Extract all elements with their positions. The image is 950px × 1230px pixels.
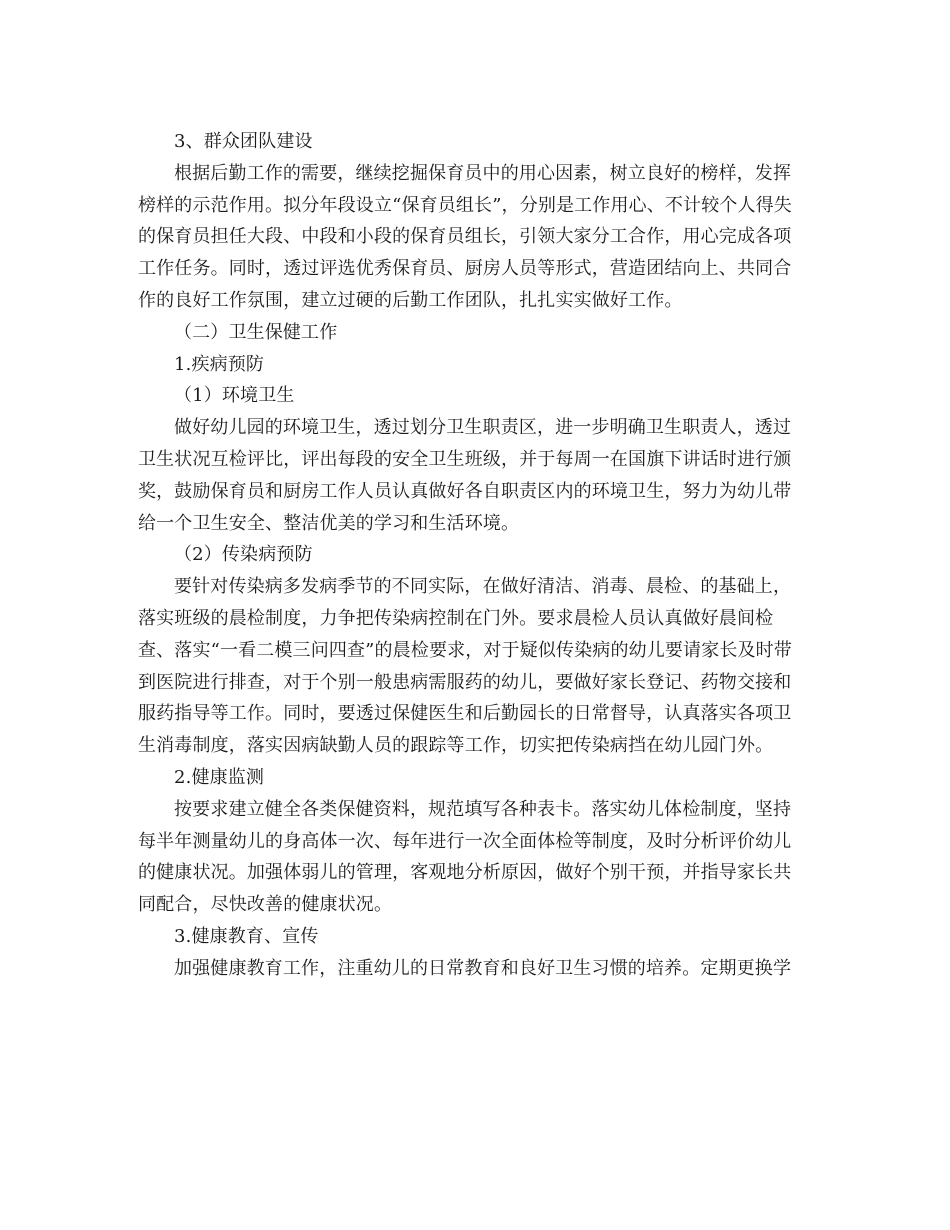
paragraph-line: 根据后勤工作的需要，继续挖掘保育员中的用心因素，树立良好的榜样，发挥: [174, 162, 792, 184]
paragraph-line: 落实班级的晨检制度，力争把传染病控制在门外。要求晨检人员认真做好晨间检: [138, 607, 774, 629]
paragraph-line: 奖，鼓励保育员和厨房工作人员认真做好各自职责区内的环境卫生，努力为幼儿带: [138, 480, 792, 502]
paragraph-line: 卫生状况互检评比，评出每段的安全卫生班级，并于每周一在国旗下讲话时进行颁: [138, 448, 792, 470]
paragraph-line: 每半年测量幼儿的身高体一次、每年进行一次全面体检等制度，及时分析评价幼儿: [138, 830, 792, 852]
subsection-heading: （1）环境卫生: [174, 385, 295, 407]
paragraph-line: 做好幼儿园的环境卫生，透过划分卫生职责区，进一步明确卫生职责人，透过: [174, 417, 792, 439]
paragraph-line: 生消毒制度，落实因病缺勤人员的跟踪等工作，切实把传染病挡在幼儿园门外。: [138, 735, 774, 757]
paragraph-line: 同配合，尽快改善的健康状况。: [138, 894, 393, 916]
paragraph-line: 服药指导等工作。同时，要透过保健医生和后勤园长的日常督导，认真落实各项卫: [138, 703, 792, 725]
paragraph-line: 查、落实“一看二模三问四查”的晨检要求，对于疑似传染病的幼儿要请家长及时带: [138, 639, 792, 661]
subsection-heading: 1.疾病预防: [174, 353, 265, 375]
paragraph-line: 加强健康教育工作，注重幼儿的日常教育和良好卫生习惯的培养。定期更换学: [174, 957, 792, 979]
paragraph-line: 到医院进行排查，对于个别一般患病需服药的幼儿，要做好家长登记、药物交接和: [138, 671, 792, 693]
section-heading: 3、群众团队建设: [174, 131, 313, 152]
paragraph-line: 作的良好工作氛围，建立过硬的后勤工作团队，扎扎实实做好工作。: [138, 289, 683, 311]
paragraph-line: 给一个卫生安全、整洁优美的学习和生活环境。: [138, 512, 520, 534]
subsection-heading: （2）传染病预防: [174, 544, 313, 566]
paragraph-line: 工作任务。同时，透过评选优秀保育员、厨房人员等形式，营造团结向上、共同合: [138, 258, 792, 280]
section-heading: （二）卫生保健工作: [174, 321, 338, 343]
paragraph-line: 按要求建立健全各类保健资料，规范填写各种表卡。落实幼儿体检制度，坚持: [174, 798, 792, 820]
paragraph-line: 要针对传染病多发病季节的不同实际，在做好清洁、消毒、晨检、的基础上，: [174, 576, 792, 598]
subsection-heading: 3.健康教育、宣传: [174, 925, 319, 947]
document-page: [138, 126, 814, 985]
paragraph-line: 的健康状况。加强体弱儿的管理，客观地分析原因，做好个别干预，并指导家长共: [138, 862, 792, 884]
paragraph-line: 的保育员担任大段、中段和小段的保育员组长，引领大家分工合作，用心完成各项: [138, 226, 792, 248]
paragraph-line: 榜样的示范作用。拟分年段设立“保育员组长”，分别是工作用心、不计较个人得失: [138, 194, 792, 216]
subsection-heading: 2.健康监测: [174, 766, 265, 788]
